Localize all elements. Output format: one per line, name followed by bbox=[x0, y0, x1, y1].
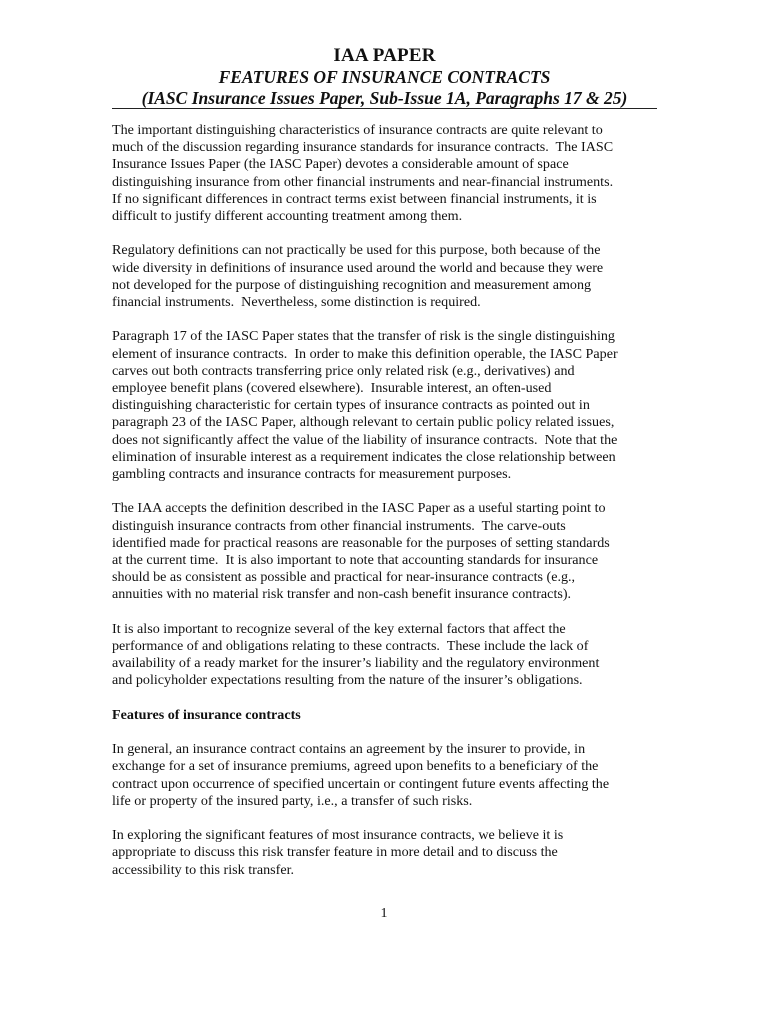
paragraph-line: should be as consistent as possible and practical for near-insurance contracts (e.g., bbox=[112, 569, 576, 586]
paragraph-line: In exploring the significant features of most insurance contracts, we believe it is bbox=[112, 827, 564, 844]
paragraph-line: not developed for the purpose of distinguishing recognition and measurement among bbox=[112, 276, 592, 293]
paragraph bbox=[112, 242, 657, 311]
section-heading: Features of insurance contracts bbox=[112, 706, 301, 723]
paragraph-line: gambling contracts and insurance contracts for measurement purposes. bbox=[112, 466, 512, 483]
document-body bbox=[112, 122, 657, 896]
paragraph bbox=[112, 122, 657, 225]
document-subtitle: FEATURES OF INSURANCE CONTRACTS bbox=[218, 67, 551, 87]
paragraph-line: identified made for practical reasons are reasonable for the purposes of setting standards bbox=[112, 534, 610, 551]
document-reference: (IASC Insurance Issues Paper, Sub-Issue 1A, Paragraphs 17 & 25) bbox=[141, 88, 628, 108]
header-divider bbox=[112, 108, 657, 109]
section-paragraphs bbox=[112, 741, 657, 879]
paragraph-line: elimination of insurable interest as a requirement indicates the close relationship between bbox=[112, 448, 616, 465]
paragraph bbox=[112, 621, 657, 690]
paragraph-line: The important distinguishing characteristics of insurance contracts are quite relevant to bbox=[112, 122, 603, 138]
paragraph-line: and policyholder expectations resulting from the nature of the insurer’s obligations. bbox=[112, 672, 583, 689]
page-number: 1 bbox=[380, 906, 388, 921]
paragraph-line: wide diversity in definitions of insurance used around the world and because they were bbox=[112, 259, 604, 276]
paragraph-line: The IAA accepts the definition described in the IASC Paper as a useful starting point to bbox=[112, 500, 606, 517]
paragraph-line: exchange for a set of insurance premiums, agreed upon benefits to a beneficiary of the bbox=[112, 758, 599, 775]
paragraph-line: does not significantly affect the value of the liability of insurance contracts. Note that the bbox=[112, 431, 618, 448]
paragraph-line: annuities with no material risk transfer and non-cash benefit insurance contracts). bbox=[112, 586, 572, 603]
paragraph-line: If no significant differences in contract terms exist between financial instruments, it is bbox=[112, 190, 597, 207]
paragraph-line: financial instruments. Nevertheless, some distinction is required. bbox=[112, 294, 481, 311]
paragraph bbox=[112, 741, 657, 810]
paragraph-line: Regulatory definitions can not practically be used for this purpose, both because of the bbox=[112, 242, 601, 259]
paragraph-line: Paragraph 17 of the IASC Paper states that the transfer of risk is the single distinguishing bbox=[112, 328, 615, 345]
paragraph-line: difficult to justify different accounting treatment among them. bbox=[112, 208, 463, 225]
paragraph-line: performance of and obligations relating to these contracts. These include the lack of bbox=[112, 638, 589, 655]
paragraph-line: accessibility to this risk transfer. bbox=[112, 861, 295, 878]
paragraph-line: contract upon occurrence of specified uncertain or contingent future events affecting the bbox=[112, 775, 610, 792]
document-title: IAA PAPER bbox=[333, 45, 436, 66]
paragraph bbox=[112, 500, 657, 603]
paragraph-line: distinguishing characteristic for certain types of insurance contracts as pointed out in bbox=[112, 397, 590, 414]
paragraph bbox=[112, 827, 657, 879]
paragraph-line: element of insurance contracts. In order to make this definition operable, the IASC Paper bbox=[112, 345, 618, 362]
paragraph-line: carves out both contracts transferring price only related risk (e.g., derivatives) and bbox=[112, 362, 575, 379]
paragraph-line: distinguishing insurance from other financial instruments and near-financial instruments. bbox=[112, 173, 614, 190]
paragraph-line: much of the discussion regarding insurance standards for insurance contracts. The IASC bbox=[112, 139, 614, 156]
paragraph bbox=[112, 328, 657, 483]
paragraph-line: at the current time. It is also important to note that accounting standards for insurance bbox=[112, 552, 599, 569]
paragraph-line: availability of a ready market for the insurer’s liability and the regulatory environment bbox=[112, 655, 600, 672]
intro-paragraphs bbox=[112, 122, 657, 690]
paragraph-line: paragraph 23 of the IASC Paper, although relevant to certain public policy related issues, bbox=[112, 414, 615, 431]
paragraph-line: Insurance Issues Paper (the IASC Paper) devotes a considerable amount of space bbox=[112, 156, 569, 173]
paragraph-line: It is also important to recognize several of the key external factors that affect the bbox=[112, 620, 566, 637]
paragraph-line: appropriate to discuss this risk transfer feature in more detail and to discuss the bbox=[112, 844, 558, 861]
paragraph-line: life or property of the insured party, i.e., a transfer of such risks. bbox=[112, 792, 473, 809]
paragraph-line: In general, an insurance contract contains an agreement by the insurer to provide, in bbox=[112, 741, 586, 758]
paragraph-line: distinguish insurance contracts from other financial instruments. The carve-outs bbox=[112, 517, 566, 534]
paragraph-line: employee benefit plans (covered elsewhere). Insurable interest, an often-used bbox=[112, 380, 552, 397]
document-header bbox=[112, 44, 657, 109]
